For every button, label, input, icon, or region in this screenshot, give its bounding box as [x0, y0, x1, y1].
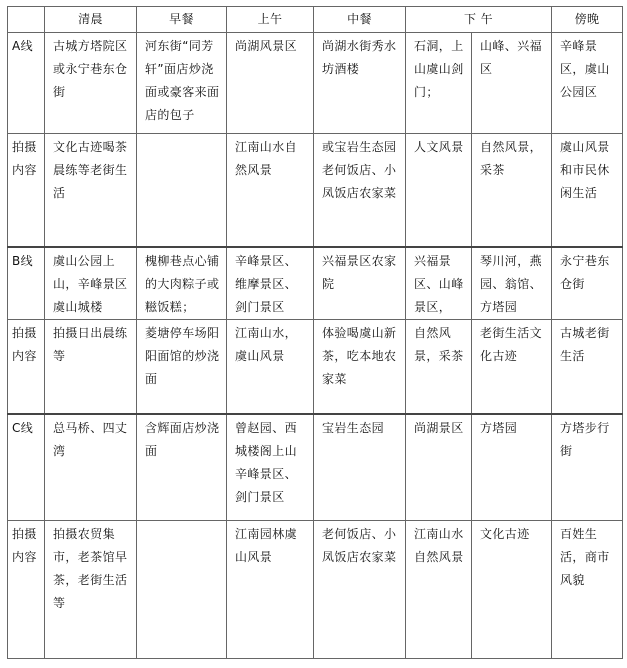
route-c-lunch: 宝岩生态园 — [314, 414, 406, 520]
route-c-shoot-afternoon-1: 江南山水自然风景 — [406, 520, 472, 658]
route-b-shoot-label: 拍摄内容 — [8, 319, 45, 414]
route-b-shoot-morning: 拍摄日出晨练等 — [45, 319, 137, 414]
route-c-shoot-label: 拍摄内容 — [8, 520, 45, 658]
route-b-afternoon-1: 兴福景区、山峰景区， — [406, 247, 472, 320]
route-a-shoot-afternoon-2: 自然风景，采茶 — [472, 134, 552, 247]
route-a-forenoon: 尚湖风景区 — [227, 33, 314, 134]
header-breakfast: 早餐 — [137, 7, 227, 33]
route-b-breakfast: 槐柳巷点心铺的大肉粽子或糍饭糕； — [137, 247, 227, 320]
route-c-shoot-forenoon: 江南园林虞山风景 — [227, 520, 314, 658]
itinerary-table — [7, 6, 623, 659]
header-morning: 清晨 — [45, 7, 137, 33]
route-a-morning: 古城方塔院区或永宁巷东仓街 — [45, 33, 137, 134]
route-b-lunch: 兴福景区农家院 — [314, 247, 406, 320]
route-c-row — [8, 414, 623, 520]
route-b-shoot-afternoon-1: 自然风景，采茶 — [406, 319, 472, 414]
route-c-shoot-row — [8, 520, 623, 658]
route-c-shoot-afternoon-2: 文化古迹 — [472, 520, 552, 658]
route-b-row — [8, 247, 623, 320]
route-c-afternoon-2: 方塔园 — [472, 414, 552, 520]
route-a-breakfast: 河东街“同芳轩”面店炒浇面或豪客来面店的包子 — [137, 33, 227, 134]
route-c-breakfast: 含辉面店炒浇面 — [137, 414, 227, 520]
route-b-shoot-afternoon-2: 老街生活文化古迹 — [472, 319, 552, 414]
route-a-shoot-forenoon: 江南山水自然风景 — [227, 134, 314, 247]
route-a-shoot-afternoon-1: 人文风景 — [406, 134, 472, 247]
route-a-shoot-morning: 文化古迹喝茶晨练等老街生活 — [45, 134, 137, 247]
route-b-forenoon: 辛峰景区、维摩景区、剑门景区 — [227, 247, 314, 320]
route-b-shoot-forenoon: 江南山水，虞山风景 — [227, 319, 314, 414]
route-a-shoot-evening: 虞山风景和市民休闲生活 — [552, 134, 623, 247]
header-row — [8, 7, 623, 33]
route-c-forenoon: 曾赵园、西城楼阁上山辛峰景区、剑门景区 — [227, 414, 314, 520]
route-b-morning: 虞山公园上山，辛峰景区虞山城楼 — [45, 247, 137, 320]
route-b-shoot-row — [8, 319, 623, 414]
route-a-shoot-lunch: 或宝岩生态园老何饭店、小凤饭店农家菜 — [314, 134, 406, 247]
route-c-afternoon-1: 尚湖景区 — [406, 414, 472, 520]
route-a-shoot-breakfast — [137, 134, 227, 247]
route-a-shoot-row — [8, 134, 623, 247]
route-c-shoot-evening: 百姓生活，商市风貌 — [552, 520, 623, 658]
route-a-shoot-label: 拍摄内容 — [8, 134, 45, 247]
route-b-label: B线 — [8, 247, 45, 320]
header-forenoon: 上午 — [227, 7, 314, 33]
route-a-label: A线 — [8, 33, 45, 134]
route-b-afternoon-2: 琴川河，燕园、翁馆、方塔园 — [472, 247, 552, 320]
header-evening: 傍晚 — [552, 7, 623, 33]
header-afternoon: 下 午 — [406, 7, 552, 33]
route-a-row — [8, 33, 623, 134]
route-a-afternoon-2: 山峰、兴福区 — [472, 33, 552, 134]
route-c-shoot-morning: 拍摄农贸集市，老茶馆早茶，老街生活等 — [45, 520, 137, 658]
route-c-shoot-breakfast — [137, 520, 227, 658]
header-lunch: 中餐 — [314, 7, 406, 33]
route-a-afternoon-1: 石洞，上山虞山剑门； — [406, 33, 472, 134]
route-c-morning: 总马桥、四丈湾 — [45, 414, 137, 520]
route-c-label: C线 — [8, 414, 45, 520]
header-corner — [8, 7, 45, 33]
route-b-shoot-evening: 古城老街生活 — [552, 319, 623, 414]
route-c-shoot-lunch: 老何饭店、小凤饭店农家菜 — [314, 520, 406, 658]
route-c-evening: 方塔步行街 — [552, 414, 623, 520]
route-a-lunch: 尚湖水街秀水坊酒楼 — [314, 33, 406, 134]
route-a-evening: 辛峰景区，虞山公园区 — [552, 33, 623, 134]
route-b-shoot-breakfast: 菱塘停车场阳阳面馆的炒浇面 — [137, 319, 227, 414]
route-b-shoot-lunch: 体验喝虞山新茶，吃本地农家菜 — [314, 319, 406, 414]
route-b-evening: 永宁巷东仓街 — [552, 247, 623, 320]
